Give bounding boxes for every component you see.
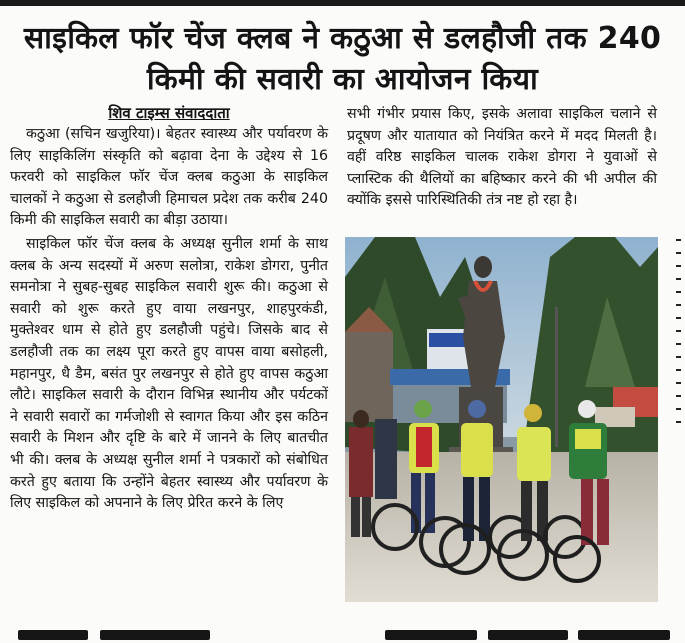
next-headline-fragment bbox=[0, 620, 685, 643]
top-rule bbox=[0, 0, 685, 6]
paragraph-ride: साइकिल फॉर चेंज क्लब के अध्यक्ष सुनील शर्मा के साथ क्लब के अन्य सदस्यों में अरुण सलोत्रा, राकेश डोगरा, पुनीत समनोत्रा ने सुबह-सुबह साइकिल सवारी शुरू की। कठुआ से सवारी को शुरू करते हुए वाया लखनपुर, शाहपुरकंडी, मुक्तेश्वर धाम से होते हुए डलहौजी पहुंचे। जिसके बाद से डलहौजी तक का लक्ष्य पूरा करते हुए वापस वाया बसोहली, महानपुर, धै डैम, बसंत पुर लखनपुर से होते हुए वापस कठुआ लौटे। साइकिल सवारी के दौरान विभिन्न स्थानीय और पर्यटकों ने सवारी सवारों का गर्मजोशी से स्वागत किया और इस कठिन सवारी के मिशन और दृष्टि के बारे में जानने के लिए बातचीत भी की। क्लब के अध्यक्ष सुनील शर्मा ने पत्रकारों को संबोधित करते हुए बताया कि उन्होंने बेहतर स्वास्थ्य और पर्यावरण के लिए साइकिल को अपनाने के लिए प्रेरित करने के लिए bbox=[10, 235, 328, 512]
headline: साइकिल फॉर चेंज क्लब ने कठुआ से डलहौजी तक 240 किमी की सवारी का आयोजन किया bbox=[23, 21, 662, 97]
article-right-column bbox=[347, 104, 657, 212]
paragraph-continuation: सभी गंभीर प्रयास किए, इसके अलावा साइकिल चलाने से प्रदूषण और यातायात को नियंत्रित करने में मदद मिलती है। वहीं वरिष्ठ साइकिल चालक राकेश डोगरा ने युवाओं से प्लास्टिक की थैलियों का बहिष्कार करने की भी अपील की क्योंकि इससे पारिस्थितिकी तंत्र नष्ट हो रहा है। bbox=[347, 106, 657, 209]
byline: शिव टाइम्स संवाददाता bbox=[108, 104, 230, 122]
paragraph-intro: कठुआ (सचिन खजुरिया)। बेहतर स्वास्थ्य और पर्यावरण के लिए साइकिलिंग संस्कृति को बढ़ावा देना के उद्देश्य से 16 फरवरी को साइकिल फॉर चेंज क्लब कठुआ के साइकिल चालकों ने कठुआ से डलहौजी हिमाचल प्रदेश तक करीब 240 किमी की साइकिल सवारी का बीड़ा उठाया। bbox=[10, 126, 328, 229]
adjacent-column-edge bbox=[672, 228, 685, 608]
article-left-column bbox=[10, 104, 328, 515]
cyclists-photo bbox=[345, 237, 658, 602]
